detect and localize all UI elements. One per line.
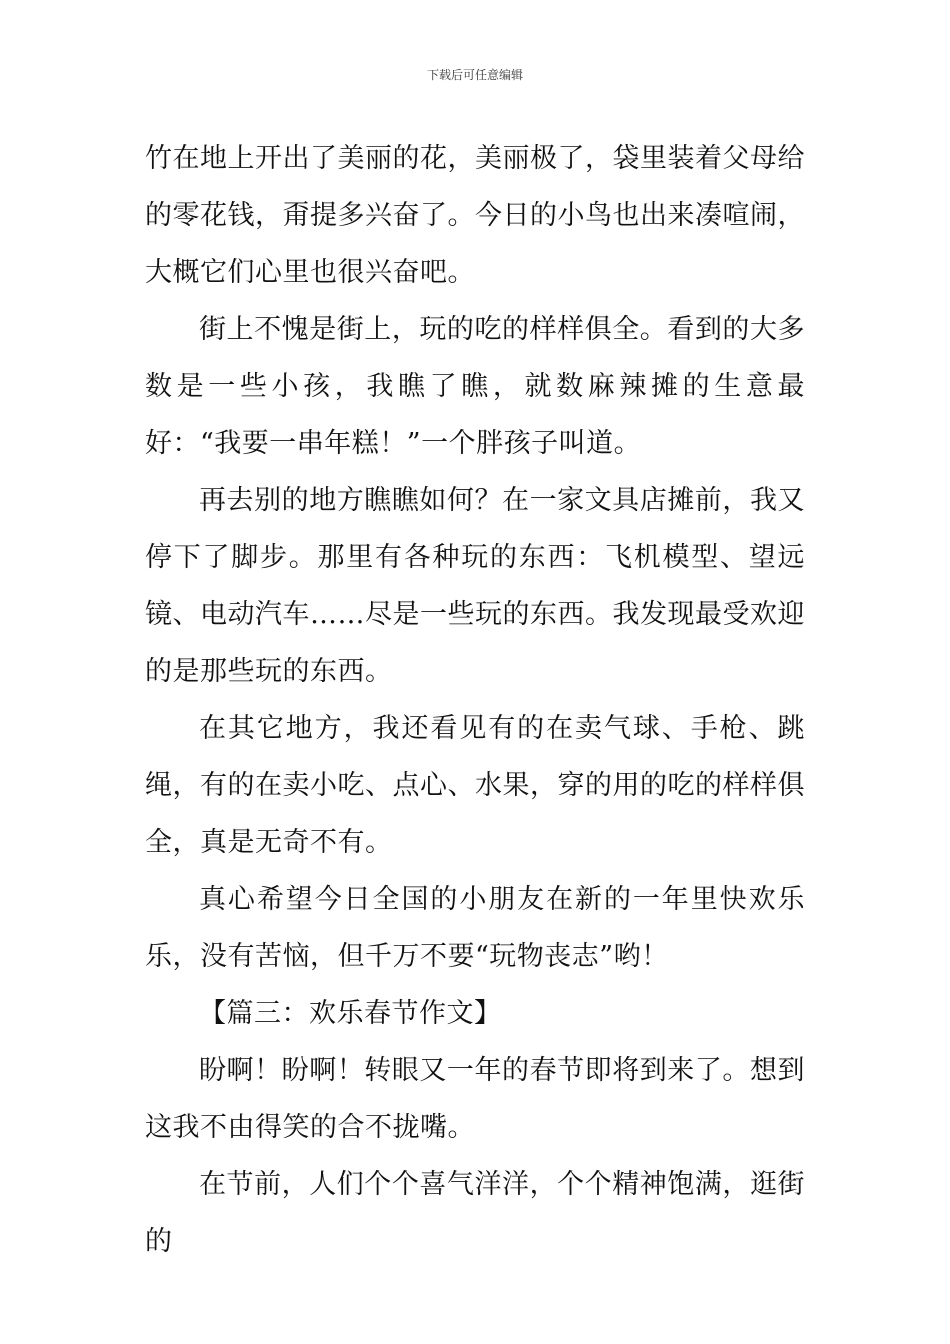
paragraph-1: 竹在地上开出了美丽的花，美丽极了，袋里装着父母给的零花钱，甭提多兴奋了。今日的小鸟也出来凑喧闹，大概它们心里也很兴奋吧。 — [145, 143, 805, 288]
paragraph-2: 街上不愧是街上，玩的吃的样样俱全。看到的大多数是一些小孩，我瞧了瞧，就数麻辣摊的生意最好：“我要一串年糕！”一个胖孩子叫道。 — [145, 314, 805, 459]
section-heading: 【篇三：欢乐春节作文】 — [199, 998, 502, 1029]
paragraph-6: 盼啊！盼啊！转眼又一年的春节即将到来了。想到这我不由得笑的合不拢嘴。 — [145, 1055, 805, 1143]
paragraph-3: 再去别的地方瞧瞧如何？在一家文具店摊前，我又停下了脚步。那里有各种玩的东西：飞机模型、望远镜、电动汽车……尽是一些玩的东西。我发现最受欢迎的是那些玩的东西。 — [145, 485, 805, 687]
paragraph-4: 在其它地方，我还看见有的在卖气球、手枪、跳绳，有的在卖小吃、点心、水果，穿的用的吃的样样俱全，真是无奇不有。 — [145, 713, 805, 858]
document-body — [145, 130, 805, 1270]
paragraph-7: 在节前，人们个个喜气洋洋，个个精神饱满，逛街的 — [145, 1169, 805, 1257]
paragraph-5: 真心希望今日全国的小朋友在新的一年里快欢乐乐，没有苦恼，但千万不要“玩物丧志”哟！ — [145, 884, 805, 972]
page-header: 下载后可任意编辑 — [426, 68, 523, 82]
